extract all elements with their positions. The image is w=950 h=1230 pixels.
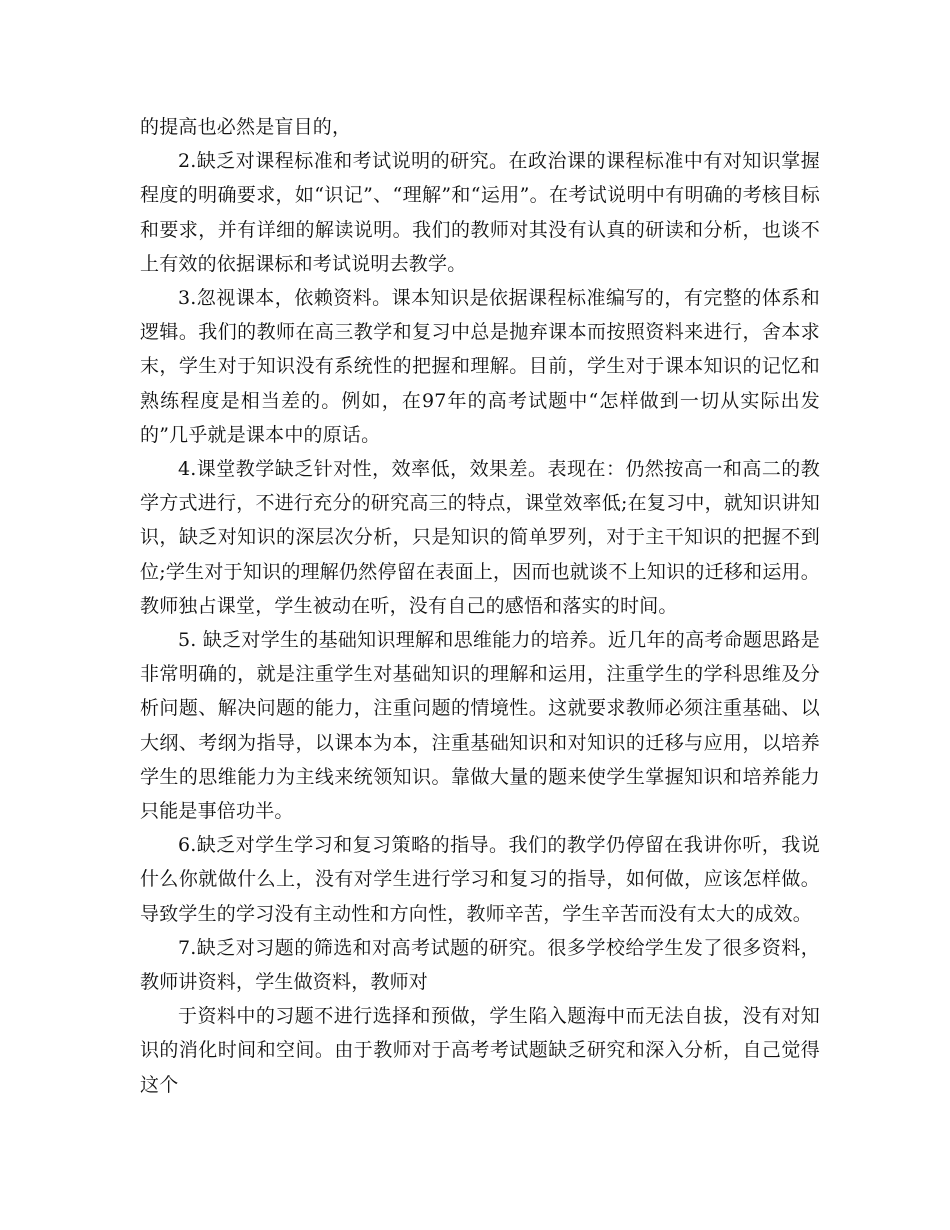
paragraph-item-7-continued: 于资料中的习题不进行选择和预做，学生陷入题海中而无法自拔，没有对知识的消化时间和空间。由于教师对于高考考试题缺乏研究和深入分析，自己觉得这个 [140,1005,820,1096]
paragraph-item-4: 4.课堂教学缺乏针对性，效率低，效果差。表现在：仍然按高一和高二的教学方式进行，不进行充分的研究高三的特点，课堂效率低;在复习中，就知识讲知识，缺乏对知识的深层次分析，只是知识的简单罗列，对于主干知识的把握不到位;学生对于知识的理解仍然停留在表面上，因而也就谈不上知识的迁移和运用。教师独占课堂，学生被动在听，没有自己的感悟和落实的时间。 [140,458,820,617]
paragraph-item-2: 2.缺乏对课程标准和考试说明的研究。在政治课的课程标准中有对知识掌握程度的明确要求，如“识记”、“理解”和“运用”。在考试说明中有明确的考核目标和要求，并有详细的解读说明。我们的教师对其没有认真的研读和分析，也谈不上有效的依据课标和考试说明去教学。 [140,150,820,275]
paragraph-item-7: 7.缺乏对习题的筛选和对高考试题的研究。很多学校给学生发了很多资料，教师讲资料，学生做资料，教师对 [140,936,820,994]
paragraph-continuation: 的提高也必然是盲目的， [140,116,352,138]
paragraph-item-3: 3.忽视课本，依赖资料。课本知识是依据课程标准编写的，有完整的体系和逻辑。我们的教师在高三教学和复习中总是抛弃课本而按照资料来进行，舍本求末，学生对于知识没有系统性的把握和理解。目前，学生对于课本知识的记忆和熟练程度是相当差的。例如，在97年的高考试题中“怎样做到一切从实际出发的”几乎就是课本中的原话。 [140,287,820,446]
document-body [140,110,820,1102]
paragraph-item-6: 6.缺乏对学生学习和复习策略的指导。我们的教学仍停留在我讲你听，我说什么你就做什么上，没有对学生进行学习和复习的指导，如何做，应该怎样做。导致学生的学习没有主动性和方向性，教师辛苦，学生辛苦而没有太大的成效。 [140,834,820,925]
paragraph-item-5: 5. 缺乏对学生的基础知识理解和思维能力的培养。近几年的高考命题思路是非常明确的，就是注重学生对基础知识的理解和运用，注重学生的学科思维及分析问题、解决问题的能力，注重问题的情境性。这就要求教师必须注重基础、以大纲、考纲为指导，以课本为本，注重基础知识和对知识的迁移与应用，以培养学生的思维能力为主线来统领知识。靠做大量的题来使学生掌握知识和培养能力只能是事倍功半。 [140,629,820,823]
